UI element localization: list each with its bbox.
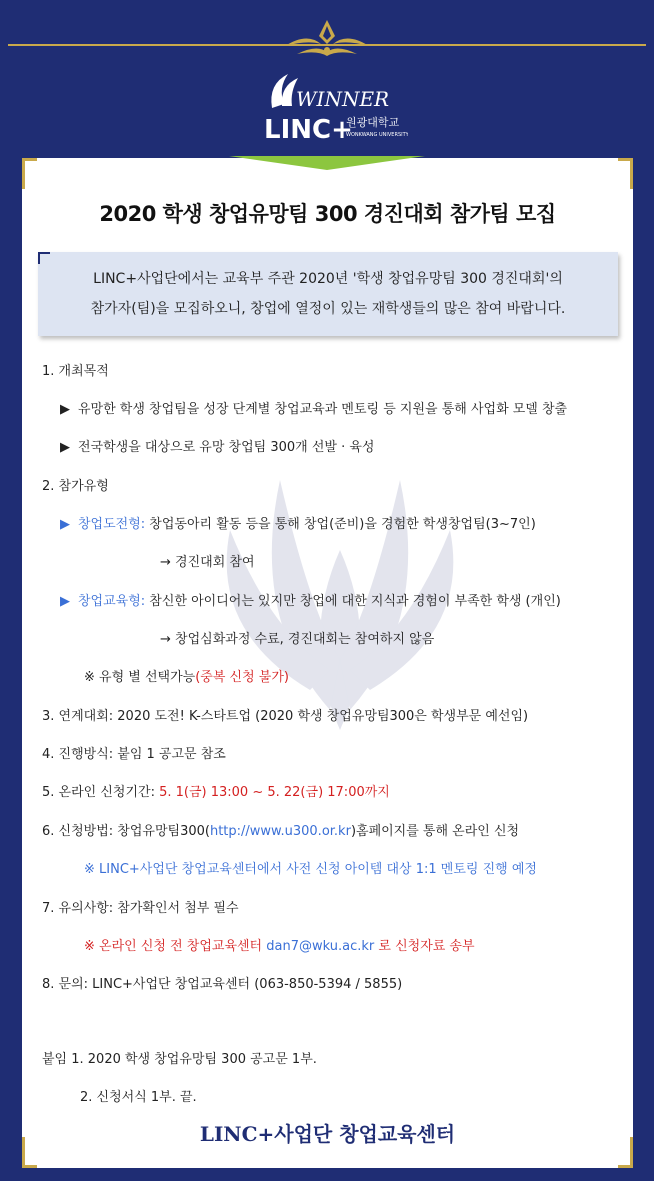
section-6: 6. 신청방법: 창업유망팀300(http://www.u300.or.kr)홈페이지를 통해 온라인 신청: [42, 824, 520, 839]
type-education: ▶ 창업교육형: 참신한 아이디어는 있지만 창업에 대한 지식과 경험이 부족한 학생 (개인): [60, 594, 561, 609]
section-6-note: ※ LINC+사업단 창업교육센터에서 사전 신청 아이템 대상 1:1 멘토링 진행 예정: [84, 862, 537, 877]
section-1-bullet-2: ▶ 전국학생을 대상으로 유망 창업팀 300개 선발 · 육성: [60, 440, 375, 455]
intro-line-1: LINC+사업단에서는 교육부 주관 2020년 '학생 창업유망팀 300 경진대회'의: [93, 271, 563, 287]
page-title: 2020 학생 창업유망팀 300 경진대회 참가팀 모집: [99, 202, 556, 226]
type-challenge-arrow: → 경진대회 참여: [160, 555, 255, 570]
u300-link[interactable]: http://www.u300.or.kr: [209, 824, 351, 839]
winner-linc-logo: [258, 66, 408, 156]
gold-ornament-icon: [277, 14, 377, 64]
section-1-bullet-1: ▶ 유망한 학생 창업팀을 성장 단계별 창업교육과 멘토링 등 지원을 통해 사업화 모델 창출: [60, 402, 568, 417]
triangle-right-icon: ▶: [60, 402, 70, 417]
logo-linc-text: LINC+: [264, 115, 353, 145]
footer-org-name: LINC+사업단 창업교육센터: [199, 1122, 456, 1146]
section-3: 3. 연계대회: 2020 도전! K-스타트업 (2020 학생 창업유망팀300은 학생부문 예선임): [42, 709, 529, 724]
section-5: 5. 온라인 신청기간: 5. 1(금) 13:00 ~ 5. 22(금) 17:00까지: [42, 785, 390, 800]
intro-line-2: 참가자(팀)을 모집하오니, 창업에 열정이 있는 재학생들의 많은 참여 바랍니다.: [90, 301, 566, 317]
logo-univ-en: WONKWANG UNIVERSITY: [346, 132, 408, 138]
section-7: 7. 유의사항: 참가확인서 첨부 필수: [42, 901, 239, 916]
attachment-line-2: 2. 신청서식 1부. 끝.: [80, 1090, 197, 1105]
corner-top-right: [618, 158, 633, 189]
logo-script-text: WINNER: [296, 87, 390, 111]
section-7-note: ※ 온라인 신청 전 창업교육센터 dan7@wku.ac.kr 로 신청자료 송부: [84, 939, 475, 954]
attachment-line-1: 붙임 1. 2020 학생 창업유망팀 300 공고문 1부.: [42, 1052, 317, 1067]
triangle-right-icon: ▶: [60, 440, 70, 455]
section-8: 8. 문의: LINC+사업단 창업교육센터 (063-850-5394 / 5855): [42, 977, 403, 992]
corner-top-left: [22, 158, 37, 189]
green-accent-wedge: [229, 156, 425, 170]
section-4: 4. 진행방식: 붙임 1 공고문 참조: [42, 747, 226, 762]
type-note: ※ 유형 별 선택가능(중복 신청 불가): [84, 670, 289, 685]
triangle-right-icon: ▶: [60, 594, 70, 609]
intro-box: [38, 252, 618, 336]
intro-corner-mark: [38, 252, 50, 264]
triangle-right-icon: ▶: [60, 517, 70, 532]
type-challenge: ▶ 창업도전형: 창업동아리 활동 등을 통해 창업(준비)을 경험한 학생창업팀(3~7인): [60, 517, 536, 532]
section-1-heading: 1. 개최목적: [42, 364, 109, 379]
section-2-heading: 2. 참가유형: [42, 479, 109, 494]
logo-univ-kr: 원광대학교: [346, 116, 400, 129]
type-education-arrow: → 창업심화과정 수료, 경진대회는 참여하지 않음: [160, 632, 435, 647]
email-link[interactable]: dan7@wku.ac.kr: [266, 939, 375, 954]
